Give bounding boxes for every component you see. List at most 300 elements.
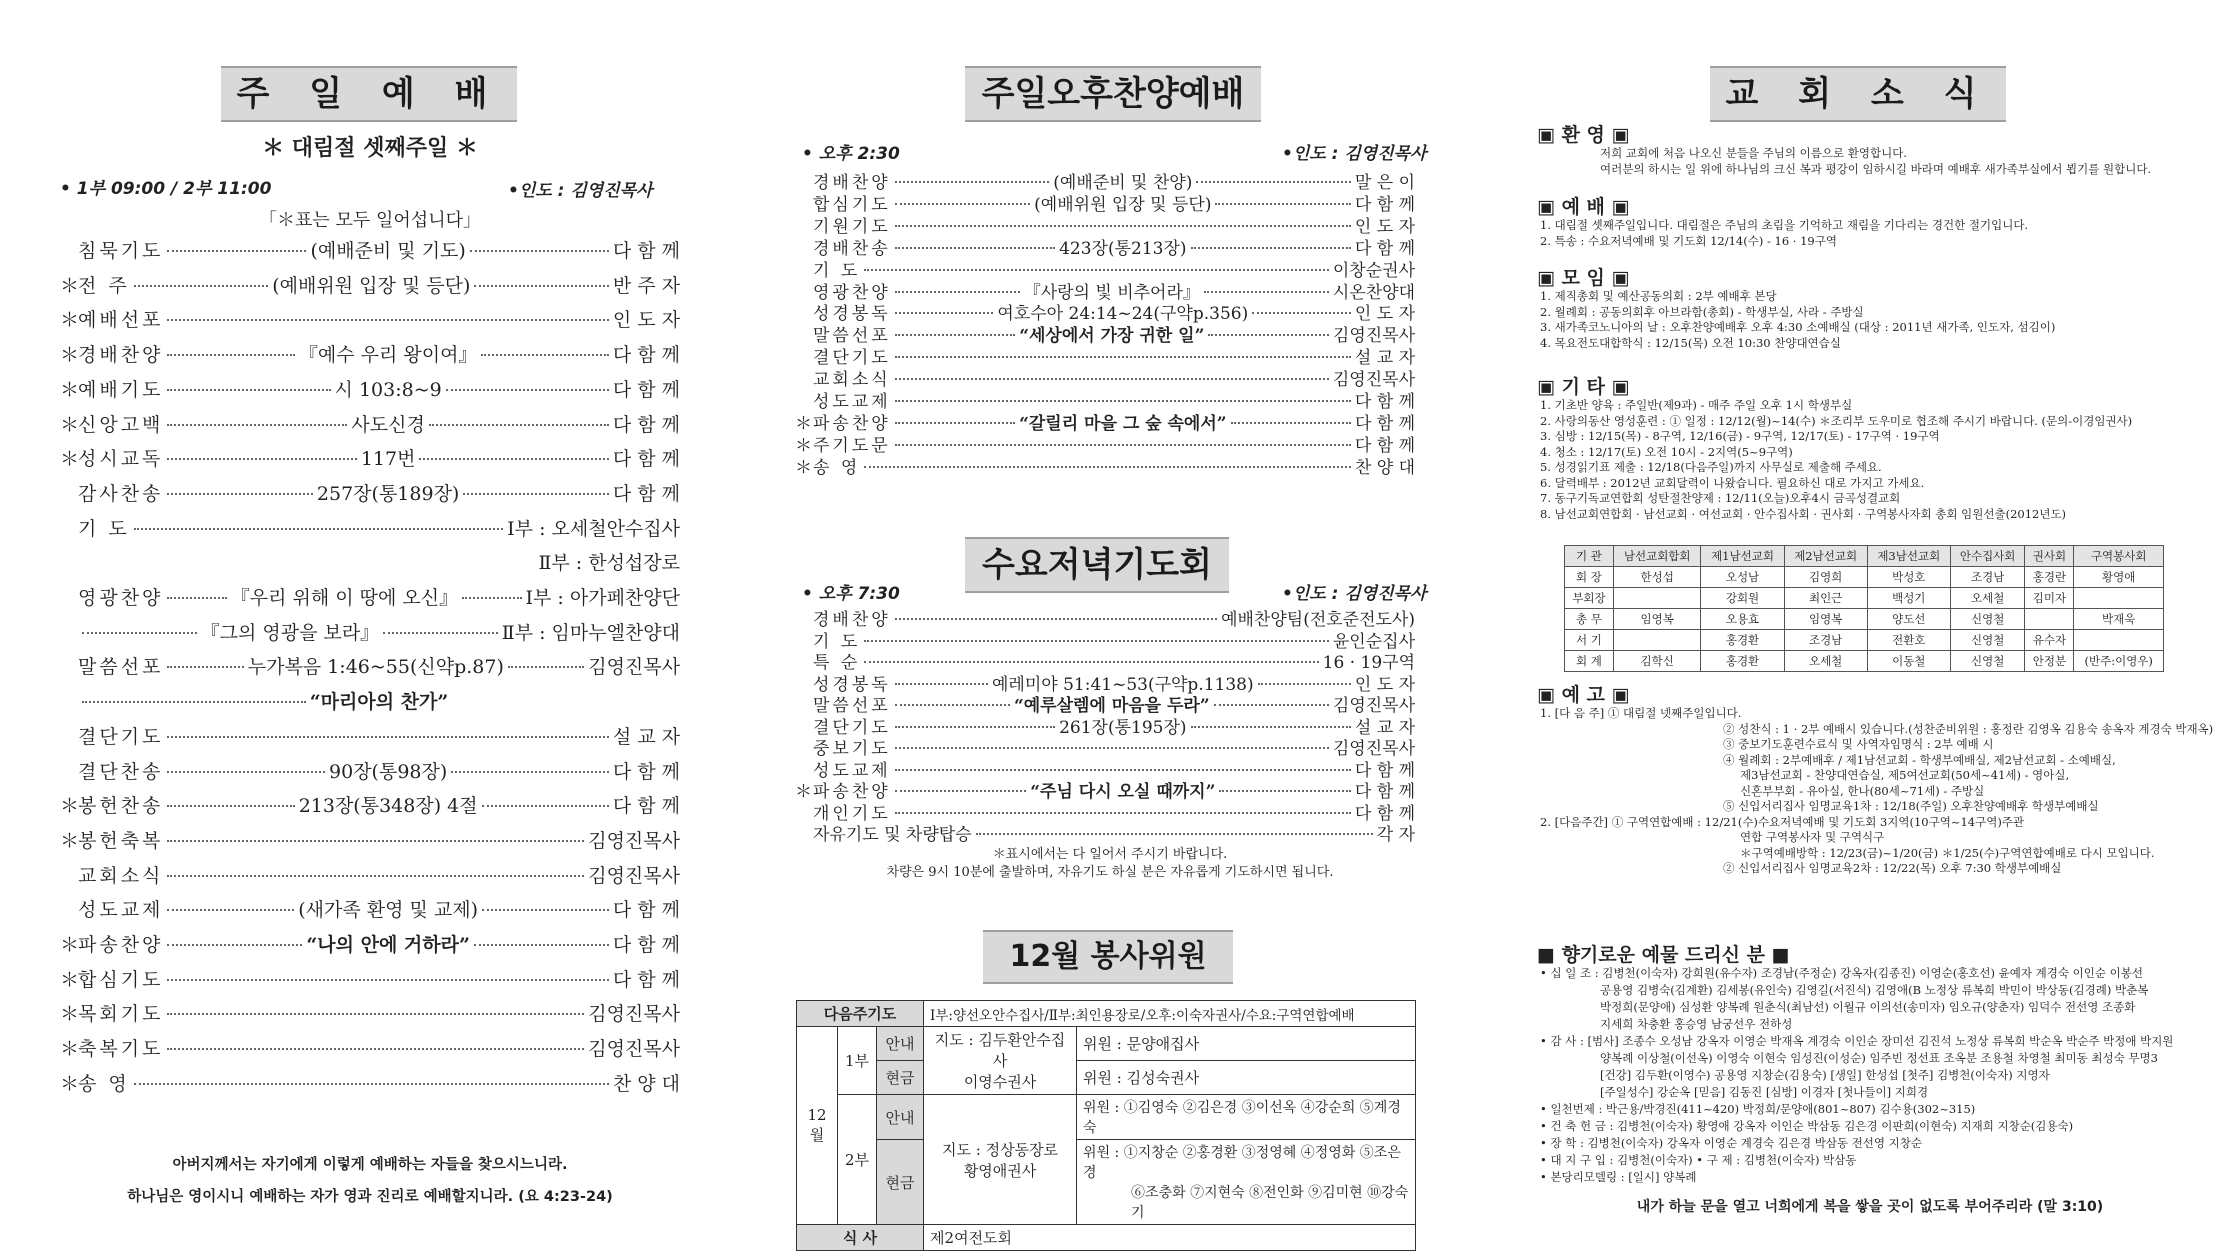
officers-cell: (반주:이영우) bbox=[2074, 651, 2164, 672]
order-person: 김영진목사 bbox=[1332, 326, 1416, 347]
officers-header-cell: 남선교회합회 bbox=[1613, 546, 1701, 567]
part2-guide-label: 안내 bbox=[877, 1095, 924, 1140]
officers-cell: 김학신 bbox=[1613, 651, 1701, 672]
next-week-prayer-value: Ⅰ부:양선오안수집사/Ⅱ부:최인용장로/오후:이숙자권사/수요:구역연합예배 bbox=[924, 1001, 1416, 1027]
order-label: 감사찬송 bbox=[78, 482, 164, 505]
order-label: 경배찬양 bbox=[813, 173, 891, 193]
news-line: • 감 사 : [범사] 조종수 오성남 강옥자 이영순 박재옥 계경숙 이인순 장미선 김진석 노정상 류복희 박순옥 박순주 박정애 박지원 bbox=[1540, 1034, 2174, 1048]
officers-cell bbox=[1613, 630, 1701, 651]
order-row bbox=[60, 722, 680, 749]
stand-mark: ＊ bbox=[60, 378, 80, 401]
order-row bbox=[60, 618, 680, 645]
order-content: (예배준비 및 기도) bbox=[310, 240, 466, 262]
order-row bbox=[60, 444, 680, 471]
stand-mark: ＊ bbox=[60, 413, 80, 436]
volunteer-title-banner bbox=[983, 930, 1233, 984]
order-row bbox=[60, 410, 680, 437]
officers-cell: 안정분 bbox=[2025, 651, 2074, 672]
worship-title-banner bbox=[221, 66, 517, 122]
news-closing-verse: 내가 하늘 문을 열고 너희에게 복을 쌓을 곳이 없도록 부어주리라 (말 3:10) bbox=[1636, 1199, 2104, 1215]
officers-cell bbox=[2074, 630, 2164, 651]
officers-cell: 최인근 bbox=[1784, 588, 1867, 609]
order-content: “나의 안에 거하라” bbox=[306, 934, 470, 956]
stand-notice: 「＊표는 모두 일어섭니다」 bbox=[259, 210, 481, 231]
order-person: 김영진목사 bbox=[588, 1003, 680, 1026]
order-content: “주님 다시 오실 때까지” bbox=[1030, 782, 1216, 802]
order-row bbox=[60, 965, 680, 992]
stand-mark: ＊ bbox=[60, 344, 80, 367]
worship-title: 주 일 예 배 bbox=[236, 74, 502, 114]
stand-mark: ＊ bbox=[60, 934, 80, 956]
order-content: 261장(통195장) bbox=[1059, 717, 1187, 738]
news-section-heading: ■ 향기로운 예물 드리신 분 ■ bbox=[1537, 944, 1790, 966]
news-line: 1. 기초반 양육 : 주일반(제9과) - 매주 주일 오후 1시 학생부실 bbox=[1540, 398, 1853, 412]
order-person: 인 도 자 bbox=[1354, 674, 1415, 695]
wednesday-leader: •인도 : 김영진목사 bbox=[1282, 584, 1427, 604]
stand-mark: ＊ bbox=[795, 782, 812, 802]
news-line: 2. 특송 : 수요저녁예배 및 기도회 12/14(수) - 16 · 19구역 bbox=[1540, 233, 1837, 248]
news-section-heading: ▣ 예 고 ▣ bbox=[1537, 684, 1630, 706]
order-label: 성도교제 bbox=[813, 760, 891, 781]
news-line: • 장 학 : 김병천(이숙자) 강옥자 이영순 계경숙 김은경 박삼동 전선영 지창순 bbox=[1540, 1136, 1922, 1150]
order-label: 결단기도 bbox=[813, 717, 891, 738]
order-label: 경배찬송 bbox=[813, 238, 891, 259]
order-content: 시 103:8~9 bbox=[334, 378, 442, 401]
worship-subtitle: ＊ 대림절 셋째주일 ＊ bbox=[262, 136, 478, 161]
officers-cell: 오성남 bbox=[1701, 567, 1784, 588]
officers-cell: 홍경환 bbox=[1701, 630, 1784, 651]
officers-cell: 전환호 bbox=[1867, 630, 1950, 651]
order-row bbox=[60, 271, 680, 298]
order-row bbox=[795, 453, 1415, 478]
officers-cell: 신영철 bbox=[1950, 651, 2025, 672]
part1-leaders: 지도 : 김두환안수집사 이영수권사 bbox=[924, 1027, 1077, 1095]
news-line: ⑤ 신입서리집사 임명교육1차 : 12/18(주일) 오후찬양예배후 학생부예배실 bbox=[1723, 799, 2099, 813]
order-label: 침묵기도 bbox=[78, 240, 164, 262]
stand-mark: ＊ bbox=[60, 1038, 80, 1061]
order-person: 다 함 께 bbox=[1354, 803, 1415, 824]
order-label: 특 순 bbox=[813, 653, 861, 673]
order-person: 다 함 께 bbox=[612, 934, 680, 956]
order-row bbox=[60, 1034, 680, 1061]
order-person: 인 도 자 bbox=[612, 309, 680, 332]
order-label: 주기도문 bbox=[813, 435, 891, 456]
afternoon-title-banner bbox=[965, 66, 1261, 122]
order-content: 90장(통98장) bbox=[329, 760, 448, 783]
officers-cell: 임영복 bbox=[1784, 609, 1867, 630]
news-line: 여러분의 하시는 일 위에 하나님의 크신 복과 평강이 임하시길 바라며 예배후 새가족부실에서 뵙기를 원합니다. bbox=[1600, 161, 2152, 176]
order-row bbox=[60, 687, 680, 714]
news-line: 4. 목요전도대합학식 : 12/15(목) 오전 10:30 찬양대연습실 bbox=[1540, 335, 1841, 350]
afternoon-leader: •인도 : 김영진목사 bbox=[1282, 144, 1427, 164]
afternoon-title: 주일오후찬양예배 bbox=[981, 74, 1245, 114]
order-label: 중보기도 bbox=[813, 739, 891, 759]
wednesday-title: 수요저녁기도회 bbox=[982, 545, 1212, 585]
news-line: • 대 지 구 입 : 김병천(이숙자) • 구 제 : 김병천(이숙자) 박삼동 bbox=[1540, 1153, 1857, 1167]
worship-leader: •인도 : 김영진목사 bbox=[508, 181, 653, 201]
order-person: 다 함 께 bbox=[612, 448, 681, 471]
officers-cell: 총 무 bbox=[1565, 609, 1614, 630]
news-line: [건강] 김두환(이영수) 공용영 지창순(김용숙) [생일] 한성섭 [첫주] 김병천(이숙자) 지영자 bbox=[1600, 1068, 2050, 1082]
news-line: 6. 달력배부 : 2012년 교회달력이 나왔습니다. 필요하신 대로 가지고 가세요. bbox=[1540, 475, 1925, 490]
order-person: 다 함 께 bbox=[1354, 392, 1415, 412]
news-line: 공용영 김병숙(김계환) 김세봉(유인숙) 김영길(서진식) 김영애(B 노정상 류복희 박민이 박상동(김경례) 박춘복 bbox=[1600, 983, 2149, 997]
news-line: 신혼부부회 - 유아실, 한나(80세~71세) - 주방실 bbox=[1740, 783, 1985, 798]
order-content: 누가복음 1:46~55(신약p.87) bbox=[247, 656, 504, 679]
order-person: 다 함 께 bbox=[1354, 413, 1416, 434]
order-content: “마리아의 찬가” bbox=[309, 691, 449, 714]
order-label: 결단기도 bbox=[78, 725, 164, 748]
order-row bbox=[60, 479, 680, 506]
stand-mark: ＊ bbox=[60, 968, 80, 991]
part1-cash-members: 위원 : 김성숙권사 bbox=[1077, 1061, 1416, 1095]
officers-cell: 오세철 bbox=[1784, 651, 1867, 672]
officers-cell: 홍경란 bbox=[2025, 567, 2074, 588]
stand-mark: ＊ bbox=[60, 1003, 80, 1026]
order-person: 김영진목사 bbox=[1332, 370, 1415, 391]
order-label: 목회기도 bbox=[78, 1003, 164, 1026]
part1-label: 1부 bbox=[838, 1027, 877, 1095]
order-person: 인 도 자 bbox=[1354, 304, 1415, 325]
order-person: 다 함 께 bbox=[612, 482, 680, 505]
news-line: 7. 동구기독교연합회 성탄절찬양제 : 12/11(오늘)오후4시 금곡성결교회 bbox=[1540, 491, 1901, 505]
order-content: 『그의 영광을 보라』 bbox=[200, 621, 380, 644]
stand-mark: ＊ bbox=[60, 829, 80, 852]
officers-cell: 김미자 bbox=[2025, 588, 2074, 609]
order-content: “갈릴리 마을 그 숲 속에서” bbox=[1019, 413, 1227, 434]
news-line: 4. 청소 : 12/17(토) 오전 10시 - 2지역(5~9구역) bbox=[1540, 444, 1793, 459]
order-person: 윤인순집사 bbox=[1332, 631, 1415, 652]
order-content: “세상에서 가장 귀한 일” bbox=[1019, 326, 1205, 347]
order-row bbox=[60, 340, 680, 367]
news-line: 지세희 차충환 홍승영 남궁선우 전하성 bbox=[1600, 1017, 1793, 1031]
order-label: 말씀선포 bbox=[78, 656, 164, 679]
order-label: 기 도 bbox=[813, 260, 861, 281]
order-row bbox=[60, 305, 680, 332]
next-week-prayer-label: 다음주기도 bbox=[797, 1001, 924, 1027]
order-label: 축복기도 bbox=[78, 1038, 164, 1061]
order-label: 봉헌축복 bbox=[78, 829, 164, 852]
order-content: 257장(통189장) bbox=[316, 482, 460, 505]
news-line: 양복례 이상철(이선옥) 이영숙 이현숙 임성진(이성순) 임주빈 정선표 조옥분 조용철 차영철 최미동 최성숙 무명3 bbox=[1600, 1051, 2158, 1065]
order-label: 파송찬양 bbox=[78, 934, 164, 956]
news-title-banner bbox=[1710, 66, 2006, 122]
order-person: 다 함 께 bbox=[612, 968, 680, 991]
news-line: 저희 교회에 처음 나오신 분들을 주님의 이름으로 환영합니다. bbox=[1600, 146, 1907, 160]
part1-guide-members: 위원 : 문양애집사 bbox=[1077, 1027, 1416, 1061]
volunteer-month: 12월 bbox=[797, 1027, 838, 1225]
order-row bbox=[60, 895, 680, 922]
order-label: 성경봉독 bbox=[813, 304, 891, 325]
order-person: 16 · 19구역 bbox=[1322, 653, 1415, 673]
officers-table bbox=[1564, 545, 2164, 672]
order-person: 예배찬양팀(전호준전도사) bbox=[1221, 610, 1415, 630]
news-line: ＊구역예배방학 : 12/23(금)~1/20(금) ＊1/25(수)구역연합예배로 다시 모입니다. bbox=[1740, 845, 2155, 860]
order-content: 사도신경 bbox=[351, 413, 425, 436]
order-row bbox=[60, 999, 680, 1026]
order-label: 합심기도 bbox=[78, 968, 164, 991]
order-content: 예레미야 51:41~53(구약p.1138) bbox=[992, 674, 1254, 695]
officers-cell: 강회원 bbox=[1701, 588, 1784, 609]
order-person: 설 교 자 bbox=[612, 725, 680, 748]
order-label: 송 영 bbox=[78, 1072, 130, 1095]
order-label: 기 도 bbox=[78, 517, 130, 540]
volunteer-table bbox=[796, 1000, 1416, 1251]
order-label: 신앙고백 bbox=[78, 413, 164, 436]
afternoon-time: • 오후 2:30 bbox=[802, 144, 900, 164]
order-content: 『우리 위해 이 땅에 오신』 bbox=[230, 587, 459, 609]
order-label: 전 주 bbox=[78, 274, 130, 297]
order-person: 다 함 께 bbox=[612, 413, 680, 436]
officers-cell bbox=[1613, 588, 1701, 609]
officers-header-cell: 제3남선교회 bbox=[1867, 546, 1950, 567]
order-person: 김영진목사 bbox=[588, 829, 680, 852]
worship-time: • 1부 09:00 / 2부 11:00 bbox=[60, 179, 272, 199]
order-content: 『예수 우리 왕이여』 bbox=[298, 344, 478, 367]
order-person: 설 교 자 bbox=[1354, 717, 1415, 738]
closing-verse-1: 아버지께서는 자기에게 이렇게 예배하는 자들을 찾으시느니라. bbox=[172, 1157, 568, 1173]
officers-cell: 박성호 bbox=[1867, 567, 1950, 588]
order-row bbox=[60, 930, 680, 957]
order-person: 다 함 께 bbox=[1354, 435, 1415, 456]
order-content: (예배준비 및 찬양) bbox=[1053, 173, 1193, 193]
part2-label: 2부 bbox=[838, 1095, 877, 1225]
officers-cell: 조경남 bbox=[1950, 567, 2025, 588]
news-line: 연합 구역봉사자 및 구역식구 bbox=[1740, 830, 1885, 844]
order-person: 다 함 께 bbox=[612, 760, 681, 783]
officers-cell: 부회장 bbox=[1565, 588, 1614, 609]
order-row bbox=[60, 757, 680, 784]
news-line: 1. 대림절 셋째주일입니다. 대림절은 주님의 초림을 기억하고 재림을 기다리는 경건한 절기입니다. bbox=[1540, 218, 2029, 232]
stand-mark: ＊ bbox=[795, 457, 812, 478]
order-person: 김영진목사 bbox=[588, 864, 680, 887]
officers-cell: 유수자 bbox=[2025, 630, 2074, 651]
news-line: ③ 중보기도훈련수료식 및 사역자임명식 : 2부 예배 시 bbox=[1723, 737, 1994, 751]
officers-cell: 한성섭 bbox=[1613, 567, 1701, 588]
order-label: 파송찬양 bbox=[813, 413, 891, 434]
order-person: Ⅱ부 : 한성섭장로 bbox=[538, 552, 680, 575]
order-row bbox=[60, 236, 680, 263]
order-person: 찬 양 대 bbox=[1354, 457, 1415, 478]
order-label: 봉헌찬송 bbox=[78, 795, 164, 818]
news-section-heading: ▣ 기 타 ▣ bbox=[1537, 376, 1630, 398]
news-line: 3. 새가족코노니아의 날 : 오후찬양예배후 오후 4:30 소예배실 (대상 : 2011년 새가족, 인도자, 섬김이) bbox=[1540, 320, 2056, 334]
part2-cash-members-2: ⑥조충화 ⑦지현숙 ⑧전인화 ⑨김미현 ⑩강숙기 bbox=[1131, 1185, 1409, 1221]
officers-cell: 홍경환 bbox=[1701, 651, 1784, 672]
stand-mark: ＊ bbox=[60, 448, 80, 471]
officers-cell bbox=[2025, 609, 2074, 630]
news-section-heading: ▣ 예 배 ▣ bbox=[1537, 196, 1630, 218]
part1-guide-label: 안내 bbox=[877, 1027, 924, 1061]
officers-cell: 박재욱 bbox=[2074, 609, 2164, 630]
order-label: 예배선포 bbox=[78, 309, 164, 332]
meal-value: 제2여전도회 bbox=[924, 1225, 1416, 1251]
stand-mark: ＊ bbox=[795, 413, 812, 434]
news-line: ② 신입서리집사 임명교육2차 : 12/22(목) 오후 7:30 학생부예배실 bbox=[1723, 861, 2062, 875]
stand-mark: ＊ bbox=[60, 274, 80, 297]
order-label: 합심기도 bbox=[813, 194, 891, 215]
meal-label: 식 사 bbox=[797, 1225, 924, 1251]
order-label: 결단기도 bbox=[813, 348, 891, 369]
order-label: 교회소식 bbox=[813, 370, 891, 391]
officers-cell: 백성기 bbox=[1867, 588, 1950, 609]
order-row bbox=[60, 514, 680, 541]
order-content: 423장(통213장) bbox=[1059, 238, 1187, 259]
order-person: 다 함 께 bbox=[612, 899, 681, 922]
officers-cell: 회 계 bbox=[1565, 651, 1614, 672]
news-line: ④ 월례회 : 2부예배후 / 제1남선교회 - 학생부예배실, 제2남선교회 - 소예배실, bbox=[1723, 752, 2116, 767]
officers-cell: 이동철 bbox=[1867, 651, 1950, 672]
news-section-heading: ▣ 환 영 ▣ bbox=[1537, 124, 1630, 146]
order-person: 각 자 bbox=[1376, 825, 1415, 845]
officers-header-cell: 구역봉사회 bbox=[2074, 546, 2164, 567]
order-person: 다 함 께 bbox=[1354, 782, 1415, 802]
officers-cell: 양도선 bbox=[1867, 609, 1950, 630]
order-row bbox=[60, 652, 680, 679]
part2-cash-members: 위원 : ①지창순 ②홍경환 ③정영혜 ④정영화 ⑤조은경 bbox=[1083, 1145, 1401, 1181]
order-label: 기원기도 bbox=[813, 216, 891, 237]
order-person: 김영진목사 bbox=[1332, 739, 1415, 759]
officers-cell: 서 기 bbox=[1565, 630, 1614, 651]
order-row bbox=[60, 1069, 680, 1096]
news-title: 교 회 소 식 bbox=[1725, 74, 1991, 114]
news-line: 1. 제직총회 및 예산공동의회 : 2부 예배후 본당 bbox=[1540, 289, 1777, 303]
officers-cell: 임영복 bbox=[1613, 609, 1701, 630]
order-person: 김영진목사 bbox=[1332, 696, 1416, 716]
news-line: • 일천번제 : 박근용/박경진(411~420) 박정희/문양애(801~807) 김수용(302~315) bbox=[1540, 1102, 1976, 1116]
order-content: 『사랑의 빛 비추어라』 bbox=[1023, 282, 1200, 303]
order-label: 경배찬양 bbox=[813, 610, 891, 630]
order-label: 교회소식 bbox=[78, 864, 164, 887]
officers-cell: 황영애 bbox=[2074, 567, 2164, 588]
order-person: 다 함 께 bbox=[612, 795, 681, 818]
officers-cell: 오용효 bbox=[1701, 609, 1784, 630]
volunteer-title: 12월 봉사위원 bbox=[1009, 939, 1207, 974]
order-row bbox=[60, 826, 680, 853]
news-line: • 본당리모델링 : [일시] 양복례 bbox=[1540, 1170, 1697, 1184]
wednesday-note-1: ＊표시에서는 다 일어서 주시기 바랍니다. bbox=[992, 847, 1228, 862]
order-label: 성경봉독 bbox=[813, 674, 891, 695]
stand-mark: ＊ bbox=[60, 1072, 80, 1095]
order-person: 김영진목사 bbox=[588, 656, 680, 679]
officers-header-cell: 안수집사회 bbox=[1950, 546, 2025, 567]
order-person: Ⅱ부 : 임마누엘찬양대 bbox=[501, 621, 681, 644]
news-line: 8. 남선교회연합회 · 남선교회 · 여선교회 · 안수집사회 · 권사회 · 구역봉사자회 총회 임원선출(2012년도) bbox=[1540, 506, 2067, 521]
stand-mark: ＊ bbox=[60, 309, 80, 332]
order-person: 김영진목사 bbox=[588, 1038, 680, 1061]
officers-cell: 오세철 bbox=[1950, 588, 2025, 609]
news-line: 2. 사랑의동산 영성훈련 : ① 일정 : 12/12(월)~14(수) ＊조리부 도우미로 협조해 주시기 바랍니다. (문의-이경임권사) bbox=[1540, 413, 2133, 428]
news-line: • 십 일 조 : 김병천(이숙자) 강희원(유수자) 조경남(주정순) 강옥자(김종진) 이영순(홍호선) 윤예자 계경숙 이인순 이봉선 bbox=[1540, 966, 2143, 980]
order-content: 213장(통348장) 4절 bbox=[298, 795, 478, 818]
order-label: 말씀선포 bbox=[813, 696, 891, 716]
news-line: 제3남선교회 - 찬양대연습실, 제5여선교회(50세~41세) - 영아실, bbox=[1740, 768, 2070, 782]
news-section-heading: ▣ 모 임 ▣ bbox=[1537, 267, 1630, 289]
part1-cash-label: 현금 bbox=[877, 1061, 924, 1095]
officers-header-cell: 제2남선교회 bbox=[1784, 546, 1867, 567]
order-row bbox=[60, 791, 680, 818]
order-label: 성시교독 bbox=[78, 448, 164, 471]
order-content: 117번 bbox=[360, 448, 416, 471]
order-label: 예배기도 bbox=[78, 378, 164, 401]
order-row bbox=[60, 375, 680, 402]
order-label: 성도교제 bbox=[813, 392, 891, 412]
news-line: 박정희(문양애) 심성환 양복례 원춘식(최남선) 이월규 이의선(송미자) 임오규(양춘자) 임덕수 전선영 조종화 bbox=[1600, 1000, 2136, 1014]
order-person: 다 함 께 bbox=[1354, 238, 1415, 259]
order-content: “예루살렘에 마음을 두라” bbox=[1013, 696, 1210, 716]
order-content: (예배위원 입장 및 등단) bbox=[1034, 194, 1212, 215]
order-label: 영광찬양 bbox=[78, 587, 164, 609]
order-person: Ⅰ부 : 아가페찬양단 bbox=[525, 587, 680, 609]
news-line: 1. [다 음 주] ① 대림절 넷째주일입니다. bbox=[1540, 706, 1742, 720]
order-person: 다 함 께 bbox=[612, 240, 680, 262]
order-label: 영광찬양 bbox=[813, 282, 891, 303]
closing-verse-2: 하나님은 영이시니 예배하는 자가 영과 진리로 예배할지니라. (요 4:23-24) bbox=[127, 1189, 613, 1205]
order-label: 결단찬송 bbox=[78, 760, 164, 783]
officers-header-cell: 권사회 bbox=[2025, 546, 2074, 567]
stand-mark: ＊ bbox=[60, 795, 80, 818]
part2-guide-members: 위원 : ①김영숙 ②김은경 ③이선옥 ④강순희 ⑤계경숙 bbox=[1077, 1095, 1416, 1140]
officers-cell: 신영철 bbox=[1950, 630, 2025, 651]
news-line: • 건 축 헌 금 : 김병천(이숙자) 황영애 강옥자 이인순 박삼동 김은경 이판희(이현숙) 지재희 지창순(김용숙) bbox=[1540, 1119, 2074, 1133]
part2-leaders: 지도 : 정상동장로 황영애권사 bbox=[924, 1095, 1077, 1225]
order-person: 다 함 께 bbox=[612, 378, 680, 401]
order-person: 다 함 께 bbox=[612, 344, 681, 367]
officers-cell: 조경남 bbox=[1784, 630, 1867, 651]
order-person: 말 은 이 bbox=[1354, 173, 1415, 193]
order-person: Ⅰ부 : 오세철안수집사 bbox=[507, 517, 680, 540]
order-person: 인 도 자 bbox=[1354, 216, 1415, 237]
news-line: [주일성수] 강순옥 [믿음] 김동진 [심방] 이경자 [첫나들이] 지희경 bbox=[1600, 1085, 1929, 1099]
order-label: 경배찬양 bbox=[78, 344, 164, 367]
officers-cell bbox=[2074, 588, 2164, 609]
wednesday-note-2: 차량은 9시 10분에 출발하며, 자유기도 하실 분은 자유롭게 기도하시면 됩니다. bbox=[886, 865, 1334, 880]
order-row bbox=[60, 548, 680, 575]
order-person: 찬 양 대 bbox=[612, 1072, 680, 1095]
order-label: 송 영 bbox=[813, 457, 861, 478]
order-row bbox=[60, 861, 680, 888]
order-row bbox=[60, 583, 680, 610]
news-line: 2. [다음주간] ① 구역연합예배 : 12/21(수)수요저녁예배 및 기도회 3지역(10구역~14구역)주관 bbox=[1540, 814, 2025, 829]
order-person: 이창순권사 bbox=[1332, 260, 1415, 281]
order-person: 설 교 자 bbox=[1354, 348, 1415, 369]
order-content: (예배위원 입장 및 등단) bbox=[272, 274, 471, 297]
order-content: 여호수아 24:14~24(구약p.356) bbox=[997, 304, 1249, 325]
news-line: 2. 월례회 : 공동의회후 아브라함(총회) - 학생부실, 사라 - 주방실 bbox=[1540, 304, 1864, 319]
news-line: 3. 심방 : 12/15(목) - 8구역, 12/16(금) - 9구역, 12/17(토) - 17구역 · 19구역 bbox=[1540, 429, 1940, 443]
order-label: 자유기도 및 차량탑승 bbox=[813, 825, 972, 845]
officers-header-cell: 제1남선교회 bbox=[1701, 546, 1784, 567]
order-person: 다 함 께 bbox=[1354, 760, 1415, 781]
officers-cell: 회 장 bbox=[1565, 567, 1614, 588]
officers-cell: 신영철 bbox=[1950, 609, 2025, 630]
order-person: 시온찬양대 bbox=[1332, 282, 1416, 303]
news-line: 5. 성경읽기표 제출 : 12/18(다음주일)까지 사무실로 제출해 주세요. bbox=[1540, 460, 1882, 474]
part2-cash-label: 현금 bbox=[877, 1140, 924, 1225]
order-row bbox=[795, 820, 1415, 845]
order-label: 파송찬양 bbox=[813, 782, 891, 802]
order-content: (새가족 환영 및 교제) bbox=[298, 899, 479, 922]
order-label: 개인기도 bbox=[813, 803, 891, 824]
order-person: 반 주 자 bbox=[612, 274, 681, 297]
stand-mark: ＊ bbox=[795, 435, 812, 456]
officers-header-cell: 기 관 bbox=[1565, 546, 1614, 567]
order-person: 다 함 께 bbox=[1354, 194, 1415, 215]
news-line: ② 성찬식 : 1 · 2부 예배시 있습니다.(성찬준비위원 : 홍정란 김영옥 김용숙 송옥자 계경숙 박재옥) bbox=[1723, 721, 2214, 736]
wednesday-title-banner bbox=[965, 537, 1229, 593]
officers-cell: 김영희 bbox=[1784, 567, 1867, 588]
order-label: 성도교제 bbox=[78, 899, 164, 922]
